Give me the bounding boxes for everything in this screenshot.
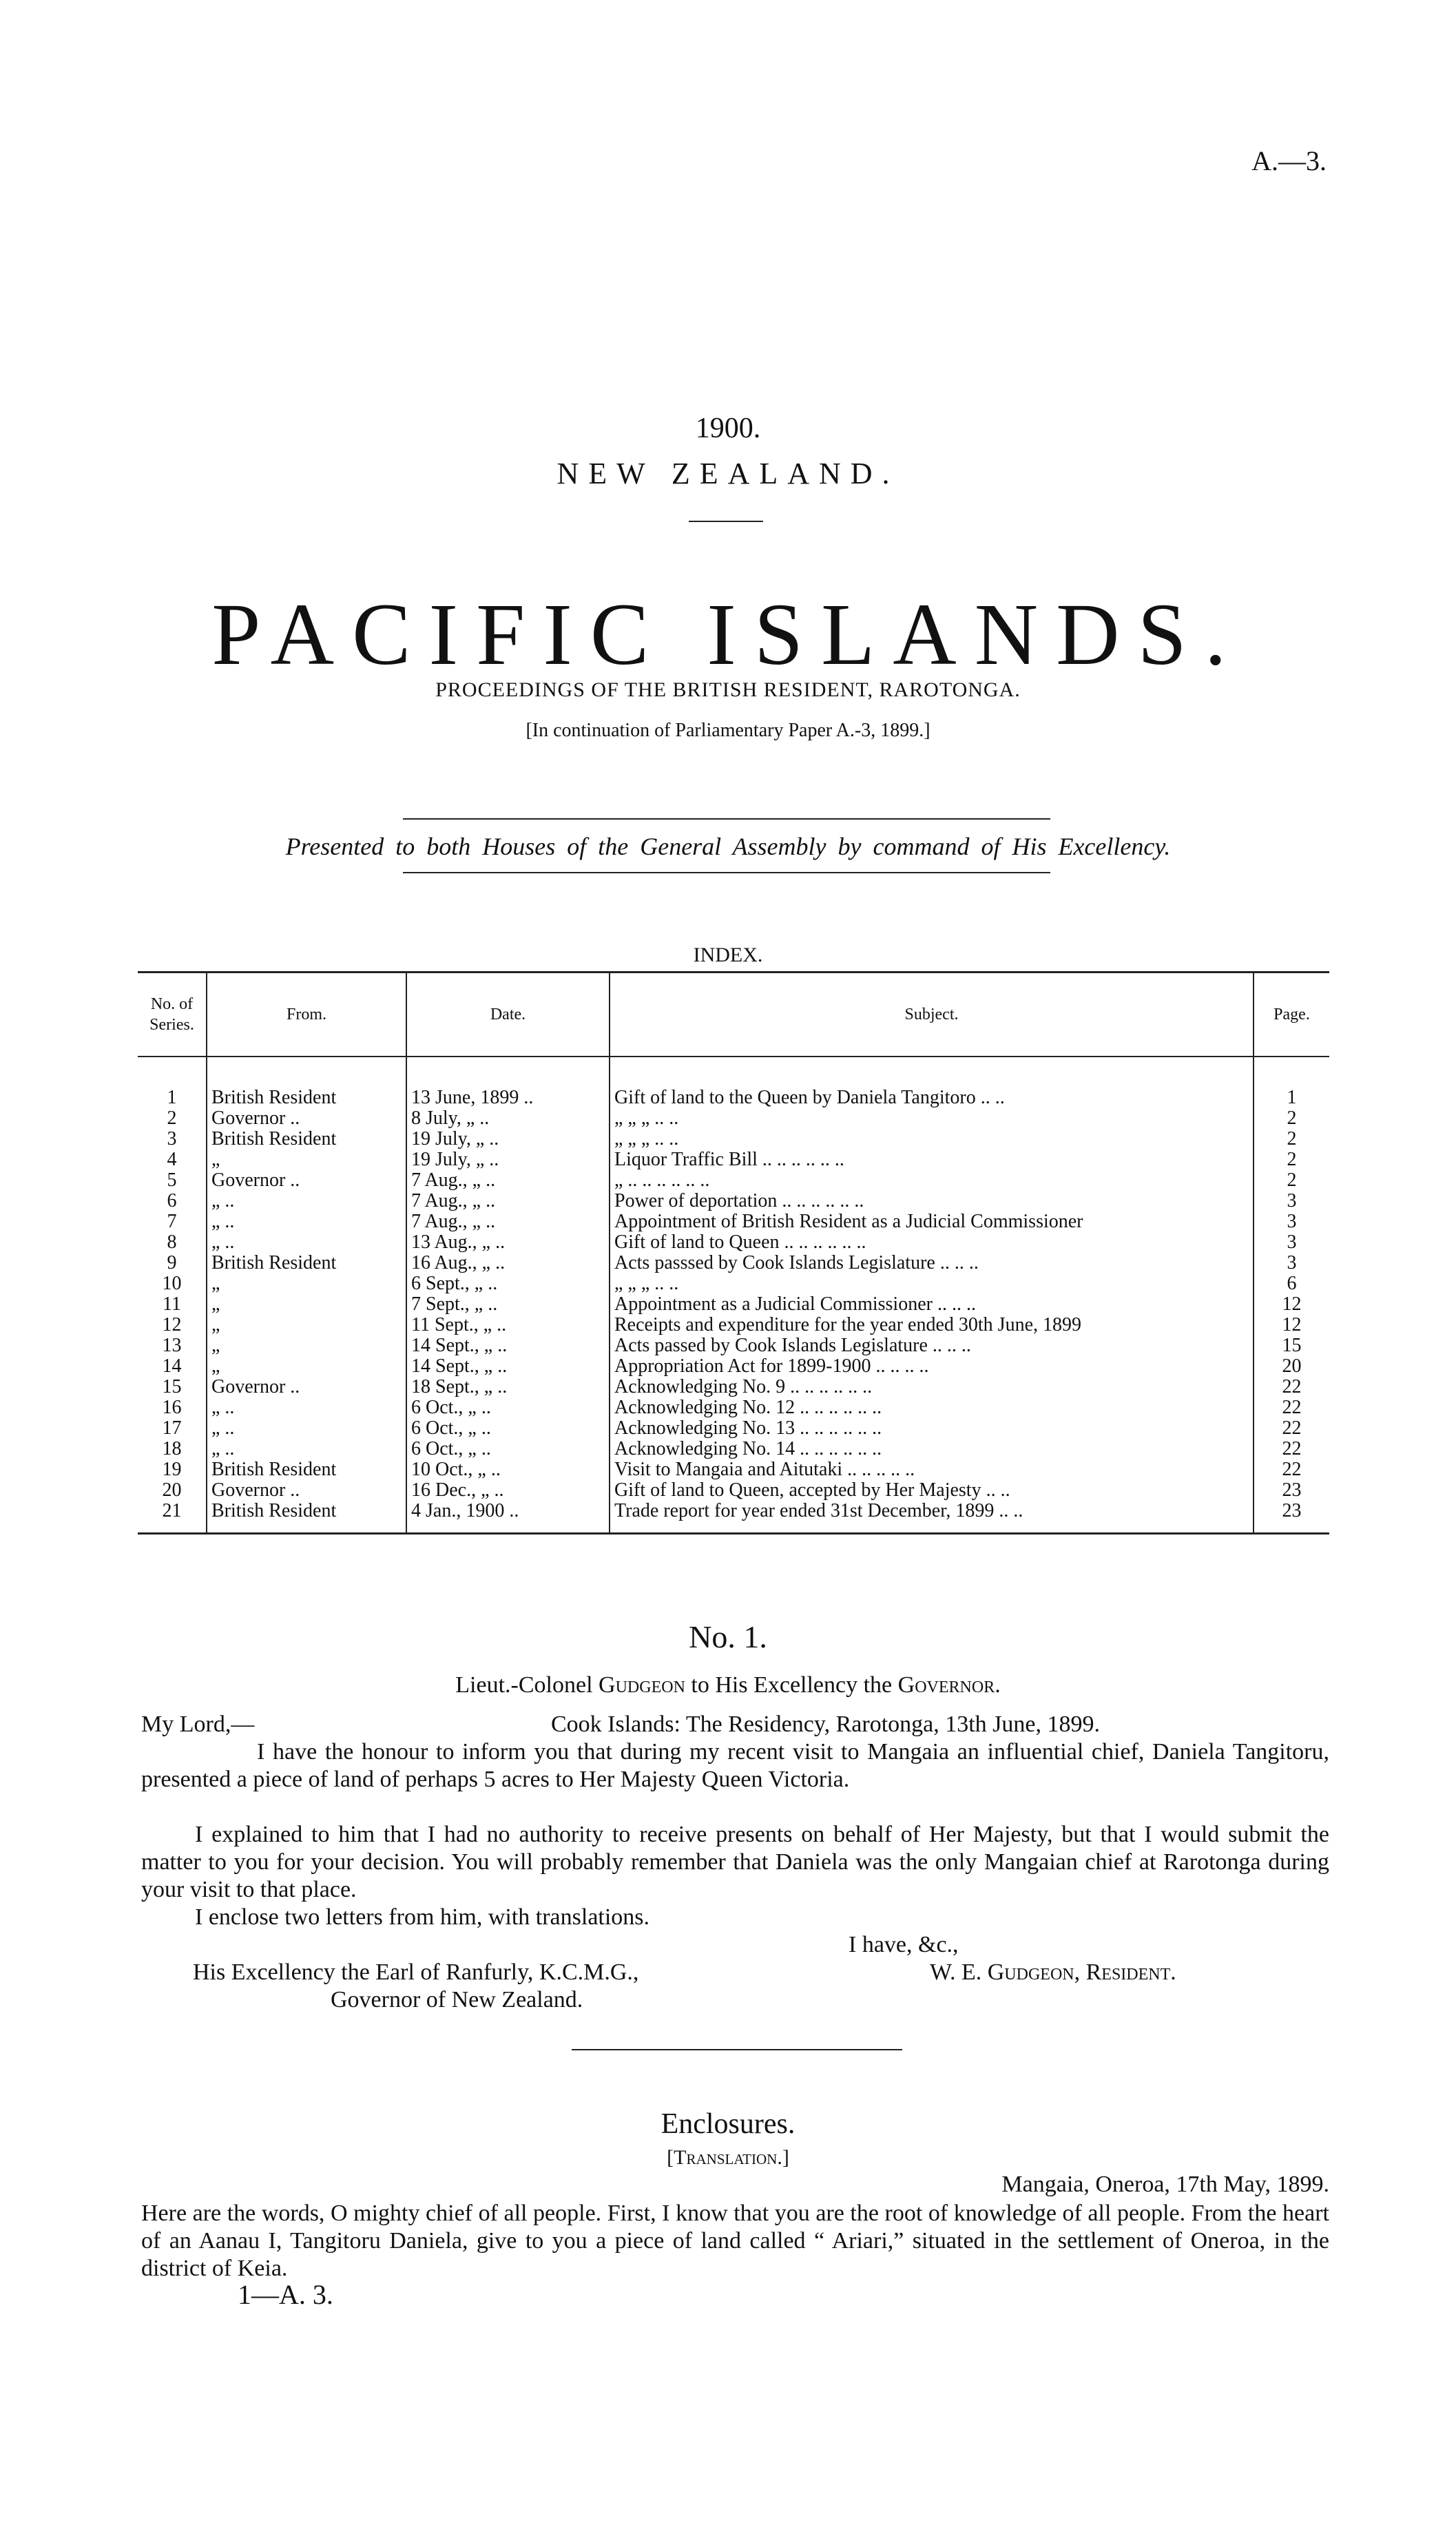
cell-no: 20 xyxy=(162,1479,182,1501)
col-no-header: No. of Series. xyxy=(138,972,207,1057)
cell-subject: Liquor Traffic Bill .. .. .. .. .. .. xyxy=(610,1150,1254,1170)
cell-no: 11 xyxy=(163,1293,181,1315)
cell-no: 4 xyxy=(167,1149,177,1170)
col-subject-header: Subject. xyxy=(610,972,1254,1057)
cell-page: 22 xyxy=(1254,1439,1329,1459)
cell-date: 6 Sept., „ .. xyxy=(406,1273,610,1294)
divider xyxy=(689,521,763,522)
cell-page: 15 xyxy=(1254,1335,1329,1356)
page-reference: A.—3. xyxy=(1251,145,1327,176)
cell-subject: Gift of land to Queen, accepted by Her Majesty .. .. xyxy=(610,1480,1254,1501)
cell-from: „ xyxy=(207,1356,406,1377)
cell-subject: Trade report for year ended 31st December, 1899 .. .. xyxy=(610,1501,1254,1534)
table-row xyxy=(138,1418,1329,1439)
letter-heading: Lieut.-Colonel Gudgeon to His Excellency the Governor. xyxy=(455,1672,1001,1698)
document-subtitle: PROCEEDINGS OF THE BRITISH RESIDENT, RAROTONGA. xyxy=(435,678,1021,701)
cell-date: 7 Aug., „ .. xyxy=(406,1211,610,1232)
cell-subject: Acknowledging No. 9 .. .. .. .. .. .. xyxy=(610,1377,1254,1397)
table-row xyxy=(138,1232,1329,1253)
publication-year: 1900. xyxy=(695,413,761,444)
cell-date: 18 Sept., „ .. xyxy=(406,1377,610,1397)
translation-label: [Translation.] xyxy=(667,2146,789,2169)
index-table xyxy=(138,971,1329,1535)
cell-date: 13 June, 1899 .. xyxy=(406,1088,610,1108)
cell-subject: Power of deportation .. .. .. .. .. .. xyxy=(610,1191,1254,1211)
cell-from: „ .. xyxy=(207,1232,406,1253)
cell-page: 2 xyxy=(1254,1108,1329,1129)
cell-from: British Resident xyxy=(207,1501,406,1534)
cell-page: 3 xyxy=(1254,1211,1329,1232)
continuation-note: [In continuation of Parliamentary Paper A.-3, 1899.] xyxy=(526,720,930,741)
cell-subject: „ „ „ .. .. xyxy=(610,1273,1254,1294)
letter-number: No. 1. xyxy=(689,1619,767,1654)
signature-mark: 1—A. 3. xyxy=(238,2279,333,2310)
cell-date: 19 July, „ .. xyxy=(406,1129,610,1150)
letter-paragraph-1: I have the honour to inform you that during my recent visit to Mangaia an influential chief, Daniela Tangitoru, presented a piece of land of perhaps 5 acres to Her Majesty Queen Victoria. xyxy=(141,1739,1329,1792)
cell-no: 15 xyxy=(162,1376,182,1397)
cell-from: „ .. xyxy=(207,1397,406,1418)
cell-no: 13 xyxy=(162,1335,182,1356)
cell-from: „ .. xyxy=(207,1191,406,1211)
cell-subject: Receipts and expenditure for the year ended 30th June, 1899 xyxy=(610,1315,1254,1335)
table-row xyxy=(138,1377,1329,1397)
cell-page: 22 xyxy=(1254,1459,1329,1480)
cell-page: 22 xyxy=(1254,1397,1329,1418)
table-row xyxy=(138,1335,1329,1356)
enclosure-dateline: Mangaia, Oneroa, 17th May, 1899. xyxy=(1001,2172,1329,2197)
cell-from: „ .. xyxy=(207,1418,406,1439)
letter-paragraph-2: I explained to him that I had no authority to receive presents on behalf of Her Majesty, but that I would submit the matter to you for your decision. You will probably remember that Daniela was the only Mangaian chief at Rarotonga during your visit to that place. xyxy=(141,1822,1329,1902)
cell-from: „ xyxy=(207,1315,406,1335)
cell-page: 2 xyxy=(1254,1150,1329,1170)
cell-subject: Appointment of British Resident as a Judicial Commissioner xyxy=(610,1211,1254,1232)
cell-from: „ xyxy=(207,1335,406,1356)
cell-date: 16 Aug., „ .. xyxy=(406,1253,610,1273)
cell-from: British Resident xyxy=(207,1088,406,1108)
cell-from: Governor .. xyxy=(207,1377,406,1397)
country-heading: NEW ZEALAND. xyxy=(557,457,899,490)
cell-subject: Appointment as a Judicial Commissioner .. .. .. xyxy=(610,1294,1254,1315)
table-row xyxy=(138,1211,1329,1232)
cell-date: 13 Aug., „ .. xyxy=(406,1232,610,1253)
table-row xyxy=(138,1501,1329,1534)
cell-date: 7 Aug., „ .. xyxy=(406,1170,610,1191)
cell-date: 11 Sept., „ .. xyxy=(406,1315,610,1335)
divider xyxy=(403,818,1050,820)
cell-subject: Acknowledging No. 14 .. .. .. .. .. .. xyxy=(610,1439,1254,1459)
cell-page: 1 xyxy=(1254,1088,1329,1108)
cell-no: 7 xyxy=(167,1211,177,1232)
cell-page: 22 xyxy=(1254,1418,1329,1439)
col-date-header: Date. xyxy=(406,972,610,1057)
cell-date: 14 Sept., „ .. xyxy=(406,1335,610,1356)
table-row xyxy=(138,1129,1329,1150)
cell-date: 19 July, „ .. xyxy=(406,1150,610,1170)
cell-no: 9 xyxy=(167,1252,177,1273)
cell-no: 17 xyxy=(162,1417,182,1439)
cell-from: British Resident xyxy=(207,1459,406,1480)
table-row xyxy=(138,1150,1329,1170)
cell-date: 7 Sept., „ .. xyxy=(406,1294,610,1315)
cell-subject: Acknowledging No. 13 .. .. .. .. .. .. xyxy=(610,1418,1254,1439)
cell-from: British Resident xyxy=(207,1253,406,1273)
presented-line: Presented to both Houses of the General Assembly by command of His Excellency. xyxy=(285,833,1171,860)
cell-no: 3 xyxy=(167,1128,177,1150)
cell-page: 3 xyxy=(1254,1253,1329,1273)
cell-subject: Appropriation Act for 1899-1900 .. .. .. .. xyxy=(610,1356,1254,1377)
cell-subject: Gift of land to Queen .. .. .. .. .. .. xyxy=(610,1232,1254,1253)
letter-dateline: Cook Islands: The Residency, Rarotonga, 13th June, 1899. xyxy=(551,1712,1101,1737)
cell-subject: „ „ „ .. .. xyxy=(610,1129,1254,1150)
cell-page: 22 xyxy=(1254,1377,1329,1397)
cell-page: 3 xyxy=(1254,1191,1329,1211)
cell-from: Governor .. xyxy=(207,1480,406,1501)
cell-date: 16 Dec., „ .. xyxy=(406,1480,610,1501)
index-header-row xyxy=(138,972,1329,1057)
cell-date: 14 Sept., „ .. xyxy=(406,1356,610,1377)
divider xyxy=(572,2049,902,2050)
cell-date: 10 Oct., „ .. xyxy=(406,1459,610,1480)
cell-from: British Resident xyxy=(207,1129,406,1150)
cell-from: „ xyxy=(207,1294,406,1315)
cell-subject: Acts passed by Cook Islands Legislature .. .. .. xyxy=(610,1335,1254,1356)
table-row xyxy=(138,1397,1329,1418)
table-row xyxy=(138,1191,1329,1211)
table-row xyxy=(138,1294,1329,1315)
cell-no: 10 xyxy=(162,1273,182,1294)
cell-page: 2 xyxy=(1254,1170,1329,1191)
cell-from: Governor .. xyxy=(207,1108,406,1129)
cell-no: 1 xyxy=(167,1087,177,1108)
cell-page: 23 xyxy=(1254,1501,1329,1534)
cell-date: 6 Oct., „ .. xyxy=(406,1418,610,1439)
cell-no: 2 xyxy=(167,1107,177,1129)
table-row xyxy=(138,1170,1329,1191)
addressee: His Excellency the Earl of Ranfurly, K.C.M.G., xyxy=(193,1959,639,1985)
salutation: My Lord,— xyxy=(141,1712,255,1737)
cell-no: 18 xyxy=(162,1438,182,1459)
addressee-title: Governor of New Zealand. xyxy=(331,1987,583,2012)
closing: I have, &c., xyxy=(849,1932,959,1957)
divider xyxy=(403,872,1050,873)
cell-date: 6 Oct., „ .. xyxy=(406,1397,610,1418)
index-heading: INDEX. xyxy=(693,944,763,966)
cell-from: „ .. xyxy=(207,1439,406,1459)
cell-page: 23 xyxy=(1254,1480,1329,1501)
cell-date: 6 Oct., „ .. xyxy=(406,1439,610,1459)
enclosures-title: Enclosures. xyxy=(661,2108,795,2140)
cell-no: 6 xyxy=(167,1190,177,1211)
table-row xyxy=(138,1480,1329,1501)
cell-subject: Acts passsed by Cook Islands Legislature .. .. .. xyxy=(610,1253,1254,1273)
document-title: PACIFIC ISLANDS. xyxy=(211,585,1245,683)
cell-date: 8 July, „ .. xyxy=(406,1108,610,1129)
signature: W. E. Gudgeon, Resident. xyxy=(930,1959,1176,1985)
cell-subject: „ .. .. .. .. .. .. xyxy=(610,1170,1254,1191)
table-row xyxy=(138,1459,1329,1480)
col-from-header: From. xyxy=(207,972,406,1057)
cell-no: 12 xyxy=(162,1314,182,1335)
cell-from: „ xyxy=(207,1273,406,1294)
cell-no: 19 xyxy=(162,1459,182,1480)
cell-no: 16 xyxy=(162,1397,182,1418)
cell-no: 14 xyxy=(162,1355,182,1377)
cell-no: 21 xyxy=(138,1501,207,1534)
cell-page: 2 xyxy=(1254,1129,1329,1150)
table-row xyxy=(138,1108,1329,1129)
cell-from: Governor .. xyxy=(207,1170,406,1191)
cell-subject: Gift of land to the Queen by Daniela Tangitoro .. .. xyxy=(610,1088,1254,1108)
cell-page: 20 xyxy=(1254,1356,1329,1377)
cell-date: 7 Aug., „ .. xyxy=(406,1191,610,1211)
cell-from: „ xyxy=(207,1150,406,1170)
cell-date: 4 Jan., 1900 .. xyxy=(406,1501,610,1534)
cell-page: 3 xyxy=(1254,1232,1329,1253)
col-page-header: Page. xyxy=(1254,972,1329,1057)
cell-from: „ .. xyxy=(207,1211,406,1232)
letter-paragraph-3: I enclose two letters from him, with translations. xyxy=(195,1904,650,1930)
cell-page: 12 xyxy=(1254,1294,1329,1315)
index-body xyxy=(138,1057,1329,1534)
cell-no: 8 xyxy=(167,1231,177,1253)
cell-page: 12 xyxy=(1254,1315,1329,1335)
enclosure-text: Here are the words, O mighty chief of all people. First, I know that you are the root of knowledge of all people. From the heart of an Aanau I, Tangitoru Daniela, give to you a piece of land called “ Ariari,” situated in the settlement of Oneroa, in the district of Keia. xyxy=(141,2201,1329,2281)
table-row xyxy=(138,1088,1329,1108)
table-row xyxy=(138,1273,1329,1294)
cell-subject: Acknowledging No. 12 .. .. .. .. .. .. xyxy=(610,1397,1254,1418)
table-row xyxy=(138,1253,1329,1273)
table-row xyxy=(138,1315,1329,1335)
cell-page: 6 xyxy=(1254,1273,1329,1294)
cell-subject: „ „ „ .. .. xyxy=(610,1108,1254,1129)
table-row xyxy=(138,1439,1329,1459)
table-row xyxy=(138,1356,1329,1377)
cell-no: 5 xyxy=(167,1169,177,1191)
cell-subject: Visit to Mangaia and Aitutaki .. .. .. .. .. xyxy=(610,1459,1254,1480)
